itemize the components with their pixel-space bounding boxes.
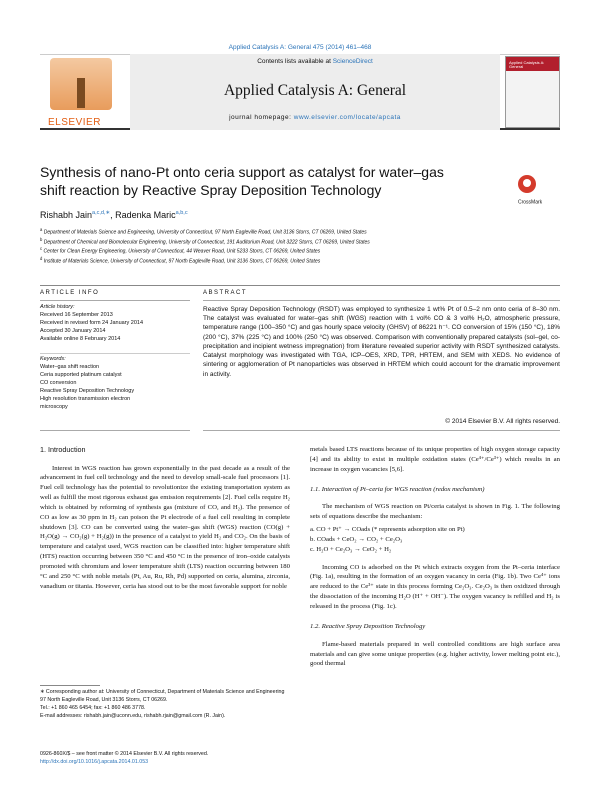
homepage-prefix: journal homepage: bbox=[229, 114, 294, 121]
history-item: Available online 8 February 2014 bbox=[40, 335, 121, 342]
sciencedirect-link[interactable]: ScienceDirect bbox=[332, 58, 373, 65]
body-paragraph: Interest in WGS reaction has grown exponentially in the past decade as a result of the advancement in fuel cell technology and the need to develop small-scale fuel processors [1]. Fuel cell technology has the potential to revolutionize the existing transportation system as well as fulfill the most rigorous exhaust gas emission requirements [2]. Fuel cells require H₂ which is obtained by reforming of synthesis gas (mixture of CO, and H₂). The presence of CO as low as 30 ppm in H₂ can poison the Pt electrode of a fuel cell resulting in complete shutdown [3]. CO can be converted using the water–gas shift (WGS) reaction (CO(g) + H₂O(g) → CO₂(g) + H₂(g)) in the presence of a catalyst to yield H₂ and CO₂. On the basis of temperature and catalyst used, WGS reaction can be classified into: higher temperature shift (HTS) reaction occurring between 350 °C and 450 °C in the presence of iron–oxide catalysts promoted with chromium and lower temperature shift (LTS) reaction occurring between 180 °C and 250 °C with noble metals (Pt, Au, Ru, Rh, Pd) supported on ceria, alumina, zirconia, vanadium or titania. However, ceria has stood out to be the most favorable support for noble bbox=[40, 464, 290, 590]
running-head[interactable]: Applied Catalysis A: General 475 (2014) 461–468 bbox=[228, 44, 372, 51]
doi-link[interactable]: http://dx.doi.org/10.1016/j.apcata.2014.01.053 bbox=[40, 758, 149, 765]
publication-info bbox=[40, 751, 290, 767]
affiliation-text: Department of Chemical and Biomolecular Engineering, University of Connecticut, 191 Auditorium Road, Unit 3222 Storrs, CT 06269, United States bbox=[43, 239, 370, 246]
equation-item: c. H₂O + Ce₂O₃ → CeO₂ + H₂ bbox=[310, 545, 392, 553]
crossmark-label: CrossMark bbox=[518, 199, 543, 206]
keywords-rule bbox=[40, 353, 190, 354]
author-affil-marks[interactable]: a,b,c bbox=[175, 210, 188, 216]
copyright-line: © 2014 Elsevier B.V. All rights reserved. bbox=[445, 418, 560, 425]
author-name: Rishabh Jain bbox=[40, 210, 93, 220]
body-right-column bbox=[310, 445, 560, 672]
journal-title: Applied Catalysis A: General bbox=[223, 82, 407, 99]
abstract-label: ABSTRACT bbox=[203, 290, 248, 296]
author-list bbox=[40, 210, 188, 220]
elsevier-tree-icon bbox=[50, 58, 112, 110]
history-item: Received 16 September 2013 bbox=[40, 311, 113, 318]
elsevier-wordmark: ELSEVIER bbox=[48, 117, 101, 128]
affiliation-text: Center for Clean Energy Engineering, University of Connecticut, 44 Weaver Road, Unit 5233 Storrs, CT 06269, United States bbox=[43, 248, 321, 255]
contents-prefix: Contents lists available at bbox=[257, 58, 333, 65]
affiliation-text: Department of Materials Science and Engineering, University of Connecticut, 97 North Eagleville Road, Unit 3136 Storrs, CT 06269, United States bbox=[43, 229, 367, 236]
equation-item: b. COads + CeO₂ → CO₂ + Ce₂O₃ bbox=[310, 535, 403, 543]
keyword-item: Ceria supported platinum catalyst bbox=[40, 371, 122, 378]
keyword-item: High resolution transmission electron bbox=[40, 395, 131, 402]
article-info-label: ARTICLE INFO bbox=[40, 290, 100, 296]
article-info-rule bbox=[40, 300, 190, 301]
affiliation-mark: a bbox=[40, 227, 43, 232]
contact-phone: Tel.: +1 860 465 6454; fax: +1 860 486 3778. bbox=[40, 704, 146, 711]
history-heading: Article history: bbox=[40, 304, 75, 310]
cover-title: Applied Catalysis A: General bbox=[509, 60, 545, 70]
affiliation-text: Institute of Materials Science, University of Connecticut, 97 North Eagleville Road, Unit 3136 Storrs, CT 06269, United States bbox=[43, 258, 321, 265]
homepage-link[interactable]: www.elsevier.com/locate/apcata bbox=[293, 114, 401, 121]
affiliation-item bbox=[40, 237, 560, 247]
subsection-heading: 1.1. Interaction of Pt–ceria for WGS reaction (redox mechanism) bbox=[310, 485, 485, 493]
footnote-rule bbox=[40, 685, 100, 686]
author-affil-marks[interactable]: a,c,d,∗ bbox=[92, 210, 111, 216]
crossmark-badge[interactable] bbox=[518, 175, 560, 211]
journal-homepage bbox=[130, 114, 500, 121]
abstract-text: Reactive Spray Deposition Technology (RSDT) was employed to synthesize 1 wt% Pt of 0.5–2 nm onto ceria of 8–30 nm. The catalyst was evaluated for water–gas shift (WGS) reaction with 1 vol% CO & 3 vol% H₂O, atmospheric pressure, temperature range (100–350 °C) and gas hourly space velocity (GHSV) of 86221 h⁻¹. CO conversion of 15% (150 °C), 18% (200 °C), 37% (225 °C) and 100% (250 °C) was observed. Comparison with conventionally prepared catalysts (sol–gel, co-precipitation and incipient wetness impregnation) from literature revealed superior activity with RSDT synthesized catalysts. Catalyst morphology was investigated with TGA, ICP–OES, XRD, TPR, HRTEM, and SEM with XEDS. No evidence of sintering or agglomeration of Pt nanoparticles was observed in HRTEM which could account for the dramatic improvement in activity. bbox=[203, 306, 560, 378]
journal-cover-thumbnail bbox=[505, 56, 560, 128]
elsevier-logo bbox=[42, 58, 122, 128]
corresponding-author-note: ∗ Corresponding author at: University of Connecticut, Department of Materials Science and Engineering 97 North Eagleville Road, Unit 3136 Storrs, CT 06269. bbox=[40, 689, 285, 703]
body-paragraph: Incoming CO is adsorbed on the Pt which extracts oxygen from the Pt–ceria interface (Fig. 1a), resulting in the formation of an oxygen vacancy in ceria (Fig. 1b). Two Ce⁴⁺ ions are reduced to the Ce³⁺ state in this process forming Ce₂O₃. Ce₂O₃ is then oxidized through the dissociation of the incoming H₂O (H⁺ + OH⁻). The oxygen vacancy is refilled and H₂ is released in the process (Fig. 1c). bbox=[310, 563, 560, 610]
issn-line: 0926-860X/$ – see front matter © 2014 Elsevier B.V. All rights reserved. bbox=[40, 751, 209, 757]
abstract-bottom-rule bbox=[203, 430, 560, 431]
keyword-item: microscopy bbox=[40, 403, 68, 410]
keyword-item: CO conversion bbox=[40, 379, 77, 386]
contents-line bbox=[130, 58, 500, 65]
affiliation-item bbox=[40, 227, 560, 237]
footnotes bbox=[40, 689, 290, 721]
history-item: Received in revised form 24 January 2014 bbox=[40, 319, 144, 326]
paper-title: Synthesis of nano-Pt onto ceria support as catalyst for water–gas shift reaction by Reactive Spray Deposition Technology bbox=[40, 164, 444, 198]
article-history bbox=[40, 304, 190, 344]
section-heading: 1. Introduction bbox=[40, 445, 86, 454]
abstract-rule bbox=[203, 300, 560, 301]
article-info-bottom-rule bbox=[40, 430, 190, 431]
keyword-item: Reactive Spray Deposition Technology bbox=[40, 387, 135, 394]
subsection-heading: 1.2. Reactive Spray Deposition Technology bbox=[310, 622, 426, 630]
crossmark-icon bbox=[518, 175, 536, 193]
affiliation-mark: d bbox=[40, 255, 43, 261]
affiliation-item bbox=[40, 246, 560, 256]
section-divider bbox=[40, 285, 560, 286]
affiliation-mark: c bbox=[40, 246, 43, 252]
history-item: Accepted 30 January 2014 bbox=[40, 327, 106, 334]
affiliation-item bbox=[40, 256, 560, 266]
keyword-item: Water–gas shift reaction bbox=[40, 363, 100, 370]
body-paragraph: The mechanism of WGS reaction on Pt/ceria catalyst is shown in Fig. 1. The following sets of equations describe the mechanism: bbox=[310, 503, 560, 521]
author-separator: , bbox=[110, 210, 116, 220]
body-left-column bbox=[40, 445, 290, 595]
keywords-heading: Keywords: bbox=[40, 356, 66, 362]
equation-item: a. CO + Pt⁺ → COads (* represents adsorption site on Pt) bbox=[310, 526, 465, 534]
affiliation-mark: b bbox=[40, 236, 43, 242]
body-paragraph: metals based LTS reactions because of its unique properties of high oxygen storage capacity [4] and its ability to exist in multiple oxidation states (Ce⁴⁺/Ce³⁺) which results in an increase in oxygen vacancies [5,6]. bbox=[310, 446, 560, 473]
keywords bbox=[40, 356, 190, 412]
affiliations bbox=[40, 227, 560, 266]
author-name: Radenka Maric bbox=[115, 210, 176, 220]
contact-email[interactable]: E-mail addresses: rishabh.jain@uconn.edu, rishabh.rjain@gmail.com (R. Jain). bbox=[40, 712, 226, 719]
body-paragraph: Flame-based materials prepared in well controlled conditions are high surface area materials and can give some unique properties (e.g. higher activity, lower melting point etc.), good thermal bbox=[310, 640, 560, 668]
